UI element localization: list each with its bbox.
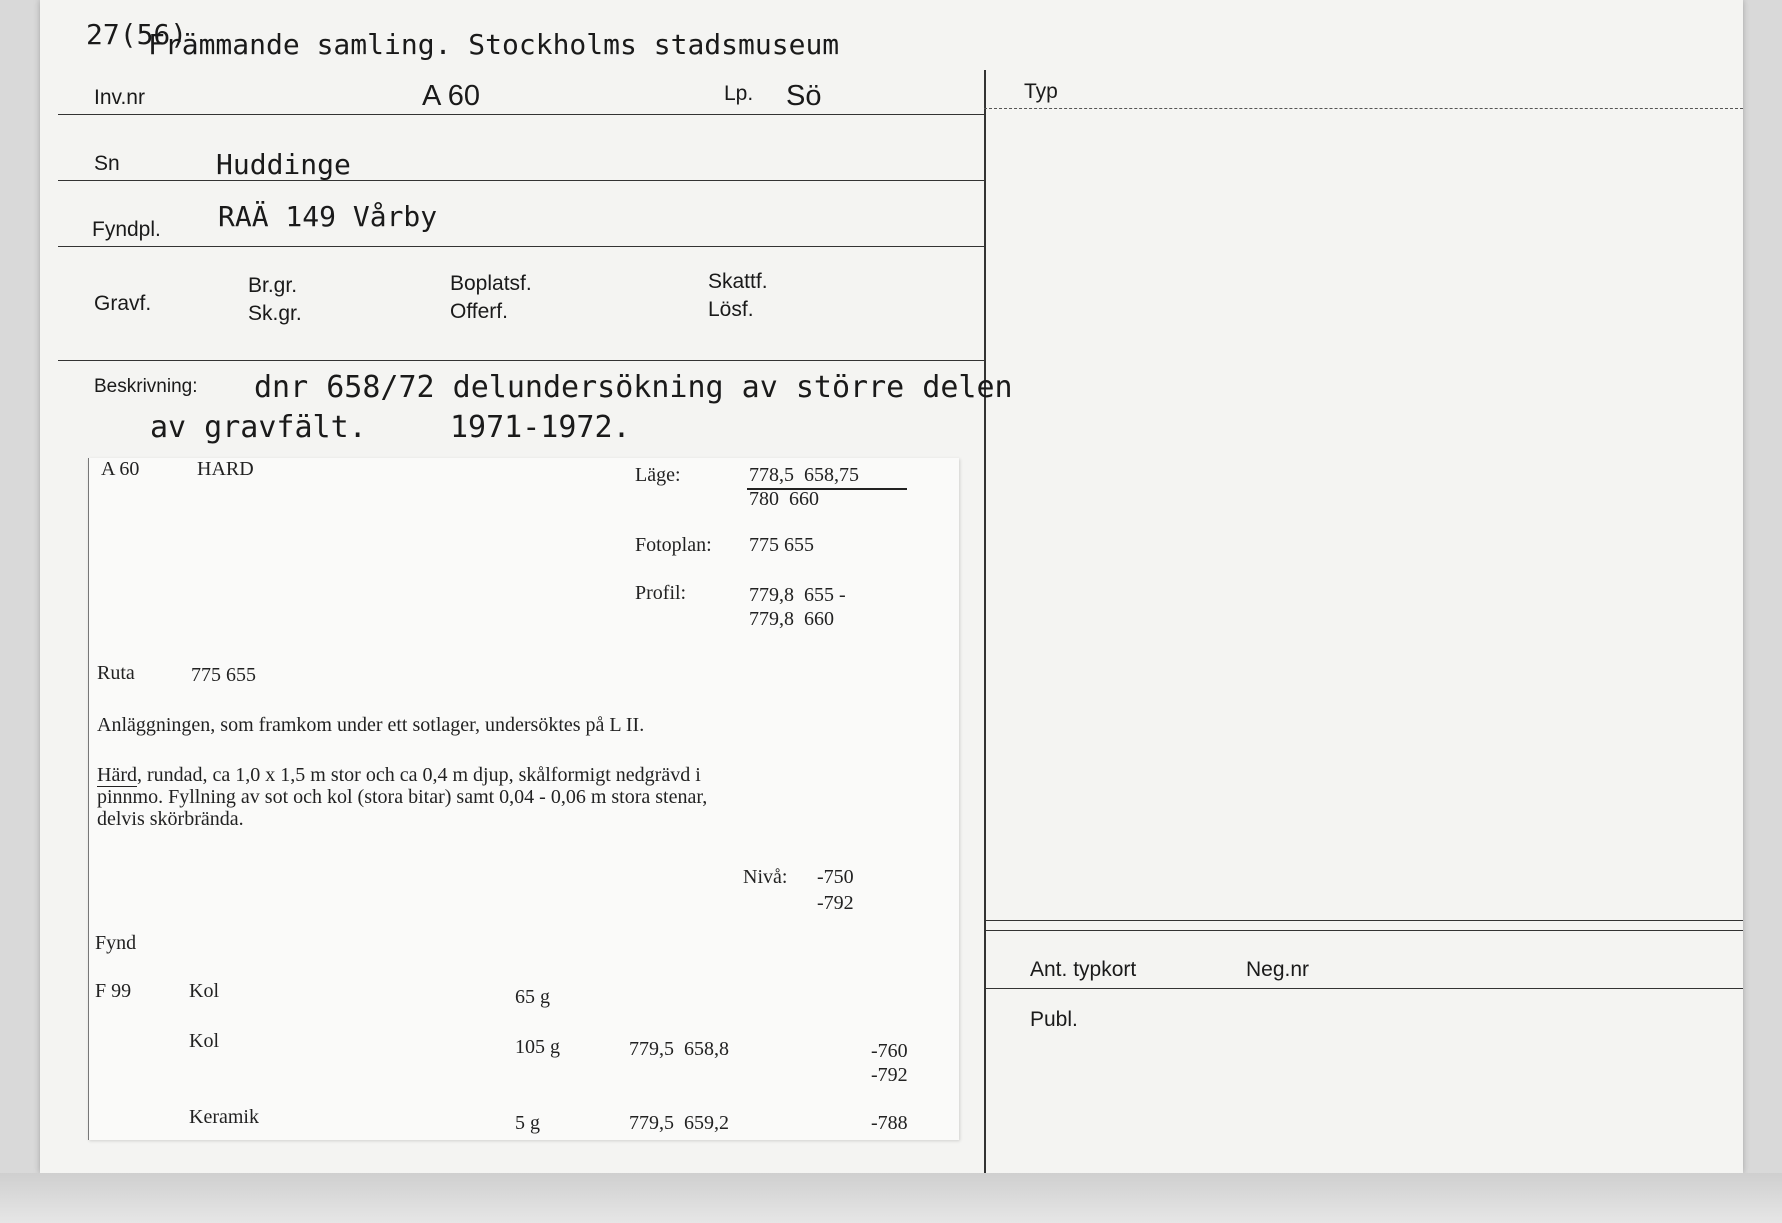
- publ-top-line: [984, 988, 1743, 989]
- ruta-value: 775 655: [191, 664, 256, 686]
- find-3-coords: 779,5 659,2: [629, 1112, 729, 1134]
- boplatsf-label: Boplatsf.: [450, 272, 532, 295]
- lp-label: Lp.: [724, 82, 754, 105]
- beskrivning-label: Beskrivning:: [94, 376, 198, 397]
- profil-line2: 779,8 660: [749, 608, 834, 630]
- paragraph-2-line1: [97, 764, 701, 787]
- find-2-level1: -760: [871, 1040, 908, 1062]
- niva-label: Nivå:: [743, 866, 788, 888]
- inv-nr-value: A 60: [422, 80, 481, 112]
- losf-label: Lösf.: [708, 298, 754, 321]
- fynd-label: Fynd: [95, 932, 137, 954]
- fyndpl-value: RAÄ 149 Vårby: [218, 200, 438, 233]
- find-3-weight: 5 g: [515, 1112, 540, 1134]
- paragraph-2-line2: pinnmo. Fyllning av sot och kol (stora bitar) samt 0,04 - 0,06 m stora stenar,: [97, 786, 708, 808]
- find-2-weight: 105 g: [515, 1036, 560, 1058]
- corner-number: 27(56): [86, 18, 188, 51]
- inv-nr-label: Inv.nr: [94, 86, 145, 109]
- find-2-level2: -792: [871, 1064, 908, 1086]
- paragraph-2-line3: delvis skörbrända.: [97, 808, 244, 830]
- find-1-weight: 65 g: [515, 986, 550, 1008]
- profil-line1: 779,8 655 -: [749, 584, 846, 606]
- clip-id: A 60: [101, 458, 140, 480]
- lage-label: Läge:: [635, 464, 681, 486]
- paragraph-1: Anläggningen, som framkom under ett sotlager, undersöktes på L II.: [97, 714, 645, 736]
- pasted-clipping: [88, 458, 959, 1140]
- beskrivning-line2: av gravfält.: [150, 410, 367, 445]
- hard-word: Härd: [97, 764, 137, 786]
- lage-bottom: 780 660: [749, 488, 819, 510]
- sn-value: Huddinge: [216, 148, 351, 181]
- gravf-label: Gravf.: [94, 292, 152, 315]
- collection-title: Främmande samling. Stockholms stadsmuseum: [148, 28, 840, 61]
- fotoplan-value: 775 655: [749, 534, 814, 556]
- beskrivning-years: 1971-1972.: [450, 410, 631, 445]
- niva-2: -792: [817, 892, 854, 914]
- sk-gr-label: Sk.gr.: [248, 302, 302, 325]
- typ-line: [984, 108, 1743, 109]
- ant-typkort-top-line: [984, 920, 1743, 921]
- paragraph-2-line1-rest: , rundad, ca 1,0 x 1,5 m stor och ca 0,4 m djup, skålformigt nedgrävd i: [136, 764, 701, 786]
- beskrivning-line1: dnr 658/72 delundersökning av större delen: [254, 370, 1013, 405]
- find-3-level1: -788: [871, 1112, 908, 1134]
- ant-typkort-label: Ant. typkort: [1030, 958, 1137, 981]
- br-gr-label: Br.gr.: [248, 274, 298, 297]
- lp-value: Sö: [786, 80, 822, 112]
- ruta-label: Ruta: [97, 662, 135, 684]
- scan-bottom-edge: [0, 1173, 1782, 1223]
- lage-top: 778,5 658,75: [749, 464, 859, 486]
- find-1-material: Kol: [189, 980, 219, 1002]
- find-3-material: Keramik: [189, 1106, 259, 1128]
- sn-row-line: [58, 180, 984, 181]
- profil-label: Profil:: [635, 582, 687, 604]
- niva-1: -750: [817, 866, 854, 888]
- ant-typkort-second-line: [984, 930, 1743, 931]
- clip-title: HARD: [197, 458, 254, 480]
- offerf-label: Offerf.: [450, 300, 508, 323]
- column-divider: [984, 70, 986, 1173]
- typ-label: Typ: [1024, 80, 1058, 103]
- gravf-row-line: [58, 360, 984, 361]
- find-2-material: Kol: [189, 1030, 219, 1052]
- publ-label: Publ.: [1030, 1008, 1078, 1031]
- neg-nr-label: Neg.nr: [1246, 958, 1310, 981]
- find-2-coords: 779,5 658,8: [629, 1038, 729, 1060]
- fyndpl-label: Fyndpl.: [92, 218, 161, 241]
- sn-label: Sn: [94, 152, 120, 175]
- fyndpl-row-line: [58, 246, 984, 247]
- inv-row-line: [58, 114, 984, 115]
- find-1-nr: F 99: [95, 980, 132, 1002]
- skattf-label: Skattf.: [708, 270, 768, 293]
- fotoplan-label: Fotoplan:: [635, 534, 712, 556]
